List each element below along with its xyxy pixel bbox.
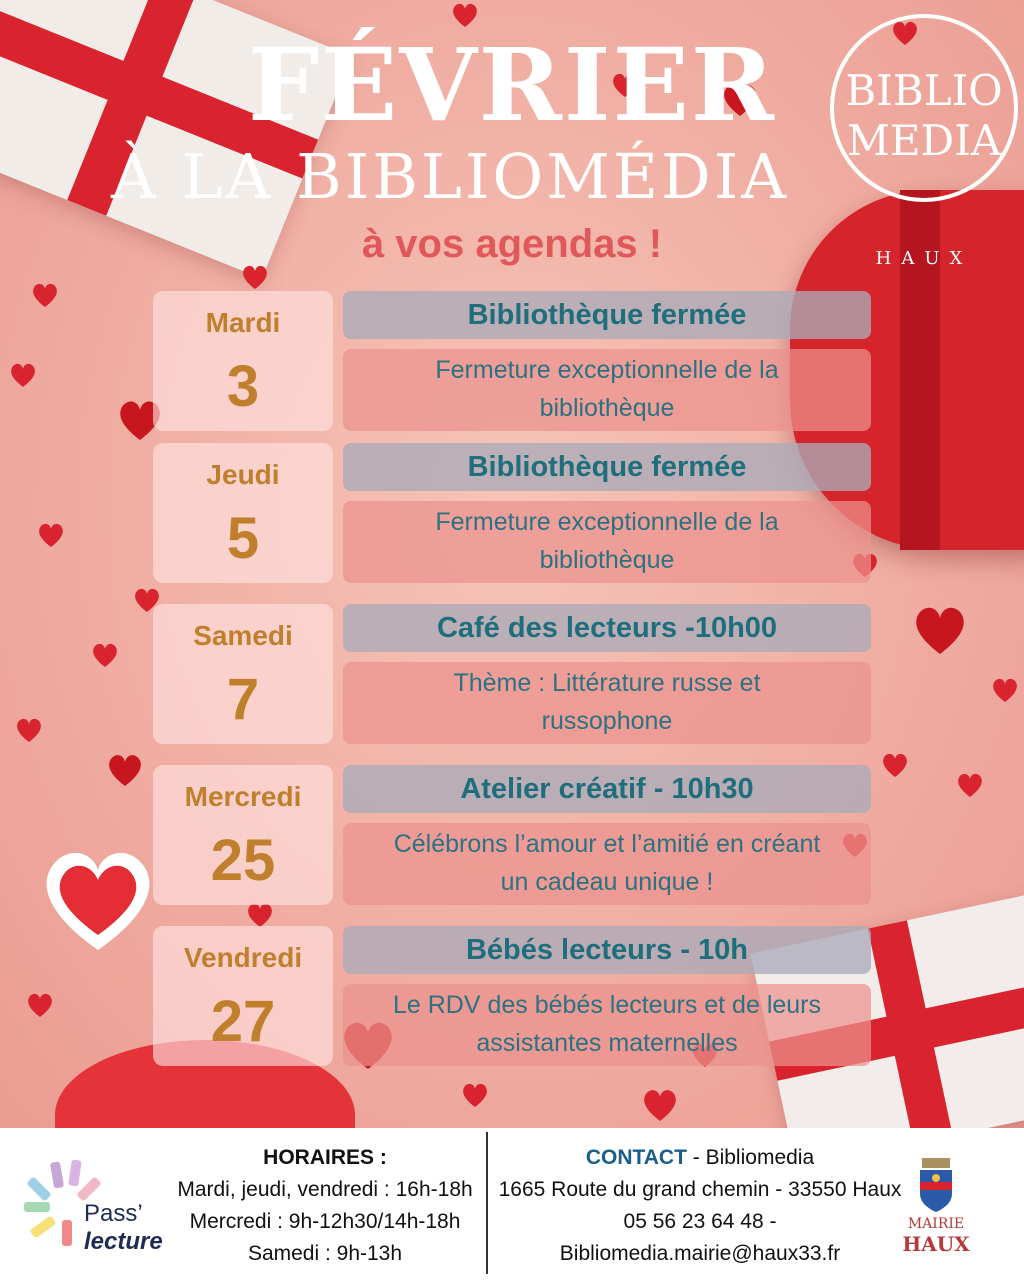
mairie-text2: HAUX [902,1232,970,1256]
event-title: Café des lecteurs -10h00 [343,604,871,652]
day-card [153,443,333,583]
day-card [153,765,333,905]
heart-icon [30,280,60,310]
event-description-line1: Thème : Littérature russe et [453,669,761,697]
logo-text-line3: HAUX [875,248,973,269]
event-description [343,501,871,583]
hours-heading: HORAIRES : [263,1146,387,1169]
hours-line: Mercredi : 9h-12h30/14h-18h [189,1210,461,1233]
logo-text-line1: BIBLIO [845,66,1003,115]
event-description-line2: bibliothèque [539,546,675,574]
event-description-line1: Le RDV des bébés lecteurs et de leurs [392,991,821,1019]
day-name: Jeudi [206,459,280,490]
event-row [153,765,873,907]
event-row [153,926,873,1068]
event-row [153,443,873,585]
event-description [343,984,871,1066]
contact-heading-line [490,1142,910,1174]
event-description [343,823,871,905]
heart-icon [14,715,44,745]
event-description-line2: russophone [541,707,673,735]
heart-icon [25,990,55,1020]
heart-icon [90,640,120,670]
day-name: Mercredi [184,781,302,812]
page-title: FÉVRIER [247,26,776,144]
event-row [153,604,873,746]
contact-phone[interactable]: 05 56 23 64 48 - [623,1210,777,1233]
day-number: 5 [226,506,260,571]
event-description-line2: un cadeau unique ! [500,868,714,896]
event-description-line1: Fermeture exceptionnelle de la [435,508,779,536]
bibliomedia-logo [826,8,1024,268]
event-description-line1: Fermeture exceptionnelle de la [435,356,779,384]
pass-lecture-logo [22,1158,172,1268]
day-card [153,291,333,431]
contact-heading: CONTACT [585,1146,687,1169]
heart-icon [36,520,66,550]
contact-info [490,1142,910,1270]
heart-candle-icon [38,830,158,960]
contact-address: 1665 Route du grand chemin - 33550 Haux [498,1178,902,1201]
mairie-haux-logo [896,1154,976,1264]
event-description [343,349,871,431]
day-name: Samedi [193,620,293,651]
event-description-line2: assistantes maternelles [476,1029,738,1057]
heart-icon [460,1080,490,1110]
hours-line: Mardi, jeudi, vendredi : 16h-18h [177,1178,473,1201]
day-card [153,926,333,1066]
page-subtitle: à vos agendas ! [361,222,663,266]
footer-divider [486,1132,488,1274]
event-title: Atelier créatif - 10h30 [343,765,871,813]
event-title: Bibliothèque fermée [343,291,871,339]
day-number: 3 [226,354,260,419]
contact-email[interactable]: Bibliomedia.mairie@haux33.fr [559,1242,841,1265]
heart-icon [880,750,910,780]
hours-line: Samedi : 9h-13h [247,1242,403,1265]
event-title: Bibliothèque fermée [343,443,871,491]
day-name: Mardi [205,307,281,338]
event-row [153,291,873,433]
heart-icon [8,360,38,390]
coat-of-arms-icon [916,1156,956,1214]
contact-name: - Bibliomedia [686,1146,815,1169]
day-number: 7 [226,667,260,732]
day-name: Vendredi [183,942,303,973]
page-title-line2: À LA BIBLIOMÉDIA [111,140,789,213]
day-card [153,604,333,744]
footer [0,1128,1024,1280]
day-number: 25 [210,828,276,893]
opening-hours [170,1142,480,1270]
heart-icon [955,770,985,800]
mairie-text1: MAIRIE [907,1216,965,1232]
logo-text-line2: MEDIA [846,116,1002,165]
event-description [343,662,871,744]
pass-lecture-text2: lecture [84,1228,163,1255]
heart-icon [640,1085,680,1125]
day-number: 27 [210,989,276,1054]
event-description-line2: bibliothèque [539,394,675,422]
heart-icon [910,600,970,660]
pass-lecture-text1: Pass’ [84,1200,143,1227]
event-title: Bébés lecteurs - 10h [343,926,871,974]
event-description-line1: Célébrons l’amour et l’amitié en créant [393,830,821,858]
heart-icon [105,750,145,790]
heart-icon [990,675,1020,705]
